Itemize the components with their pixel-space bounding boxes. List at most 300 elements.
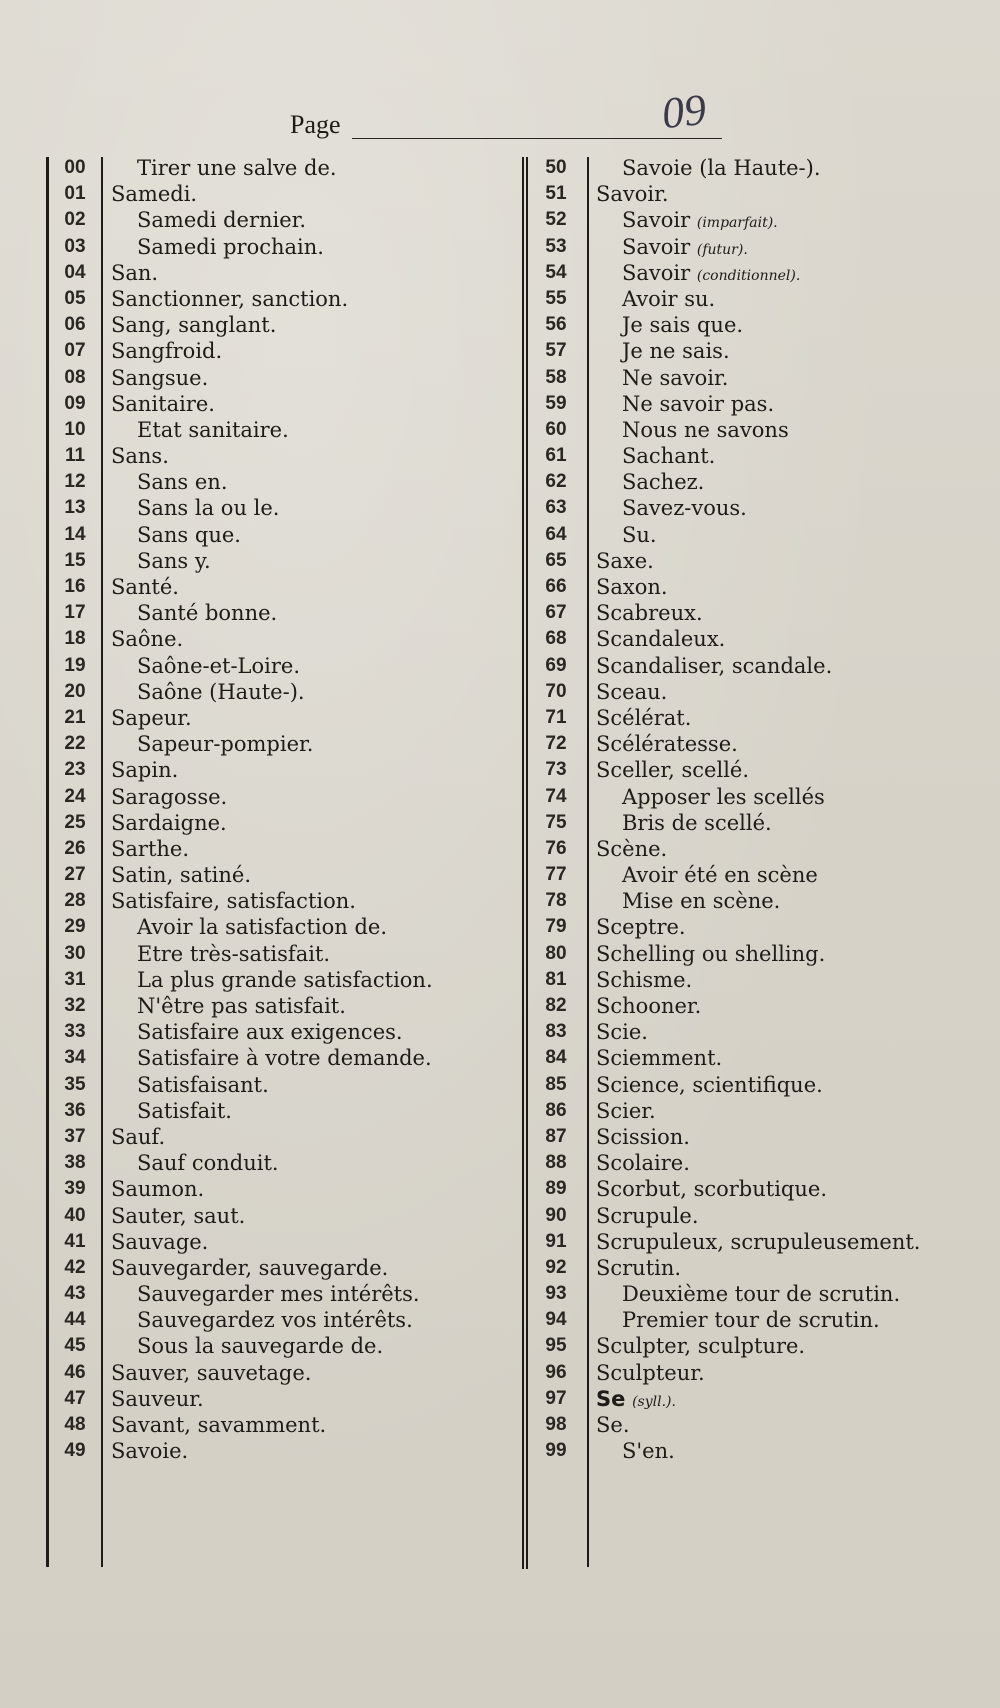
code-number: 33 xyxy=(64,1021,86,1043)
right-column xyxy=(510,155,980,1464)
code-word xyxy=(111,574,179,600)
code-word-text: Tirer une salve de. xyxy=(137,156,337,180)
code-entry xyxy=(510,836,980,862)
code-word xyxy=(111,234,324,260)
code-entry xyxy=(46,234,516,260)
code-entry xyxy=(46,888,516,914)
code-entry xyxy=(510,365,980,391)
code-entry xyxy=(46,941,516,967)
code-number: 68 xyxy=(545,628,567,650)
code-entry xyxy=(46,155,516,181)
code-word xyxy=(111,679,305,705)
code-word-text: Scabreux. xyxy=(596,601,703,626)
code-number: 35 xyxy=(64,1073,86,1095)
code-word-text: Samedi prochain. xyxy=(137,234,324,259)
code-word xyxy=(111,1124,165,1150)
code-number: 98 xyxy=(545,1414,567,1435)
code-word xyxy=(111,914,387,940)
code-word xyxy=(596,600,703,626)
code-number: 97 xyxy=(545,1387,567,1409)
code-number: 14 xyxy=(64,523,86,545)
code-number: 39 xyxy=(64,1178,86,1200)
code-entry xyxy=(510,679,980,705)
code-number: 13 xyxy=(64,497,86,519)
code-entry xyxy=(46,1229,516,1255)
code-word-text: Savez-vous. xyxy=(622,496,747,521)
code-entry xyxy=(510,443,980,469)
code-word-text: Sauvegarder, sauvegarde. xyxy=(111,1255,389,1280)
code-word xyxy=(596,443,715,469)
grammar-note: (conditionnel). xyxy=(696,267,801,284)
code-entry xyxy=(46,914,516,940)
code-word xyxy=(111,626,183,652)
code-word xyxy=(596,757,749,783)
page-label: Page xyxy=(290,110,341,139)
code-word-text: Sapeur. xyxy=(111,705,192,730)
code-word-text: Avoir été en scène xyxy=(622,863,818,888)
code-word xyxy=(596,1045,722,1071)
code-entry xyxy=(510,155,980,181)
code-number: 99 xyxy=(545,1440,567,1462)
code-number: 57 xyxy=(545,340,567,362)
code-entry xyxy=(46,757,516,783)
code-number: 93 xyxy=(545,1283,567,1305)
code-word-text: Su. xyxy=(622,522,657,547)
code-word xyxy=(596,469,704,495)
code-entry xyxy=(510,286,980,312)
code-entry xyxy=(46,967,516,993)
code-number: 43 xyxy=(64,1283,86,1305)
code-word-text: Savoir xyxy=(622,208,691,233)
code-word-text: Sauver, sauvetage. xyxy=(111,1360,312,1385)
code-entry xyxy=(46,1150,516,1176)
code-number: 10 xyxy=(64,418,86,440)
code-number: 82 xyxy=(545,995,567,1016)
code-word-text: Se. xyxy=(596,1413,630,1437)
left-column xyxy=(46,155,516,1464)
code-word xyxy=(111,1176,204,1202)
code-number: 54 xyxy=(545,261,567,283)
code-word-text: Sceptre. xyxy=(596,915,686,940)
code-word xyxy=(111,1203,245,1229)
code-entry xyxy=(510,705,980,731)
code-entry xyxy=(510,574,980,600)
code-word-text: Savoie (la Haute-). xyxy=(622,156,821,180)
code-number: 59 xyxy=(545,392,567,414)
code-number: 46 xyxy=(64,1361,86,1383)
code-number: 80 xyxy=(545,942,567,964)
code-word xyxy=(596,1229,920,1255)
code-number: 65 xyxy=(545,549,567,571)
code-entry xyxy=(46,862,516,888)
code-number: 87 xyxy=(545,1125,567,1147)
code-number: 56 xyxy=(545,314,567,336)
code-entry xyxy=(46,1333,516,1359)
code-word xyxy=(111,1045,432,1071)
code-entry xyxy=(46,1386,516,1412)
code-entry xyxy=(46,836,516,862)
code-entry xyxy=(46,574,516,600)
code-entry xyxy=(510,495,980,521)
code-word-text: Saumon. xyxy=(111,1177,205,1202)
code-entry xyxy=(510,1281,980,1307)
code-entry xyxy=(46,286,516,312)
code-word-text: Schooner. xyxy=(596,994,702,1018)
code-word-text: Sculpteur. xyxy=(596,1360,705,1385)
code-word xyxy=(111,757,178,783)
code-entry xyxy=(510,548,980,574)
code-number: 36 xyxy=(64,1099,86,1121)
code-word xyxy=(596,1072,823,1098)
code-entry xyxy=(510,1019,980,1045)
code-word xyxy=(111,810,227,836)
code-word xyxy=(596,417,789,443)
code-entry xyxy=(46,1255,516,1281)
code-entry xyxy=(46,1019,516,1045)
code-word xyxy=(111,155,337,181)
code-word xyxy=(111,967,433,993)
code-word xyxy=(596,391,774,417)
code-word xyxy=(111,417,289,443)
code-number: 51 xyxy=(545,183,567,205)
code-entry xyxy=(46,1360,516,1386)
code-word xyxy=(111,207,306,233)
code-number: 01 xyxy=(64,183,86,205)
code-word-text: Scrupuleux, scrupuleusement. xyxy=(596,1229,921,1254)
code-word xyxy=(111,391,215,417)
code-entry xyxy=(46,626,516,652)
code-word-text: Samedi dernier. xyxy=(137,208,307,233)
code-word-text: Saxe. xyxy=(596,548,654,573)
code-entry xyxy=(510,260,980,286)
code-number: 71 xyxy=(545,706,567,728)
code-entry xyxy=(46,181,516,207)
code-word xyxy=(596,1255,681,1281)
code-word-text: Premier tour de scrutin. xyxy=(622,1308,880,1333)
code-number: 31 xyxy=(64,968,86,990)
code-entry xyxy=(46,365,516,391)
code-entry xyxy=(46,705,516,731)
code-entry xyxy=(510,1150,980,1176)
code-entry xyxy=(510,1360,980,1386)
code-word xyxy=(111,1150,279,1176)
code-number: 96 xyxy=(545,1361,567,1383)
code-entry xyxy=(46,338,516,364)
code-number: 83 xyxy=(545,1021,567,1043)
handwritten-page-number: 09 xyxy=(659,84,709,139)
code-number: 91 xyxy=(545,1230,567,1252)
code-word-text: Sapeur-pompier. xyxy=(137,732,314,757)
code-word-text: Satisfait. xyxy=(137,1098,232,1123)
code-word xyxy=(111,993,346,1019)
code-word xyxy=(111,338,222,364)
code-word-text: Scolaire. xyxy=(596,1151,690,1176)
code-word-text: Mise en scène. xyxy=(622,889,781,914)
code-entry xyxy=(510,181,980,207)
code-word xyxy=(596,862,818,888)
code-word xyxy=(596,914,686,940)
code-word xyxy=(111,548,211,574)
code-word xyxy=(596,207,778,236)
code-number: 78 xyxy=(545,890,567,912)
code-word xyxy=(596,1360,705,1386)
code-word-text: Saxon. xyxy=(596,575,668,599)
code-word-text: Sachant. xyxy=(622,444,716,469)
code-number: 24 xyxy=(64,785,86,807)
code-number: 08 xyxy=(64,366,86,388)
code-word xyxy=(111,600,277,626)
code-word-text: Santé bonne. xyxy=(137,601,278,626)
code-entry xyxy=(510,1386,980,1412)
code-word xyxy=(596,338,730,364)
code-word-text: Satisfaisant. xyxy=(137,1072,269,1097)
code-entry xyxy=(510,1412,980,1438)
code-word xyxy=(596,967,692,993)
code-word xyxy=(111,522,241,548)
code-entry xyxy=(510,417,980,443)
code-word xyxy=(596,888,780,914)
code-word-text: Sauvegarder mes intérêts. xyxy=(137,1282,420,1307)
code-word-text: Je sais que. xyxy=(622,313,744,338)
code-word-text: N'être pas satisfait. xyxy=(137,994,346,1018)
code-word-text: Schelling ou shelling. xyxy=(596,941,826,966)
code-word xyxy=(596,495,747,521)
code-number: 05 xyxy=(64,287,86,309)
code-word-text: Apposer les scellés xyxy=(622,784,825,809)
code-word xyxy=(111,731,313,757)
code-number: 86 xyxy=(545,1099,567,1121)
code-entry xyxy=(46,1307,516,1333)
code-entry xyxy=(510,1203,980,1229)
code-number: 32 xyxy=(64,995,86,1016)
code-word xyxy=(111,836,189,862)
code-word-text: Sauveur. xyxy=(111,1386,204,1411)
code-number: 60 xyxy=(545,418,567,440)
code-entry xyxy=(46,1438,516,1464)
code-number: 58 xyxy=(545,366,567,388)
code-entry xyxy=(510,1124,980,1150)
code-word xyxy=(111,443,169,469)
code-number: 06 xyxy=(64,314,86,336)
code-word-text: Je ne sais. xyxy=(622,339,730,364)
code-word xyxy=(596,1150,690,1176)
grammar-note: (futur). xyxy=(696,241,748,258)
code-number: 63 xyxy=(545,497,567,519)
code-word xyxy=(111,312,276,338)
code-number: 25 xyxy=(64,811,86,833)
code-entry xyxy=(46,391,516,417)
code-word xyxy=(111,1333,383,1359)
code-entry xyxy=(46,469,516,495)
code-word-text: Sangsue. xyxy=(111,365,209,390)
code-entry xyxy=(46,653,516,679)
code-word-text: Bris de scellé. xyxy=(622,810,772,835)
code-entry xyxy=(510,810,980,836)
code-entry xyxy=(46,312,516,338)
code-word xyxy=(111,705,192,731)
code-number: 12 xyxy=(64,471,86,493)
code-number: 52 xyxy=(545,209,567,231)
code-number: 66 xyxy=(545,576,567,597)
code-word-text: Satin, satiné. xyxy=(111,863,252,888)
code-word-text: Scélératesse. xyxy=(596,732,738,757)
code-word xyxy=(596,1098,656,1124)
code-word xyxy=(596,312,743,338)
code-word xyxy=(596,1203,699,1229)
code-word xyxy=(596,1176,827,1202)
code-word-text: Avoir su. xyxy=(622,286,716,311)
code-word-text: Sans la ou le. xyxy=(137,496,280,521)
code-word-text: Scélérat. xyxy=(596,705,692,730)
code-number: 44 xyxy=(64,1309,86,1331)
code-word xyxy=(596,836,667,862)
code-word-text: Sachez. xyxy=(622,470,705,495)
code-word xyxy=(111,1255,388,1281)
code-entry xyxy=(510,312,980,338)
code-number: 19 xyxy=(64,654,86,676)
code-word xyxy=(111,1438,188,1464)
code-word-text: Ne savoir. xyxy=(622,365,729,390)
code-word xyxy=(596,626,725,652)
code-number: 48 xyxy=(64,1414,86,1435)
code-word xyxy=(596,234,748,263)
code-number: 47 xyxy=(64,1387,86,1409)
code-entry xyxy=(510,757,980,783)
code-number: 73 xyxy=(545,759,567,781)
code-number: 89 xyxy=(545,1178,567,1200)
code-word-text: Sauf conduit. xyxy=(137,1151,279,1176)
code-number: 41 xyxy=(64,1230,86,1252)
code-number: 77 xyxy=(545,864,567,886)
code-entry xyxy=(510,1072,980,1098)
code-number: 30 xyxy=(64,942,86,964)
code-word xyxy=(596,365,728,391)
code-word-text: Avoir la satisfaction de. xyxy=(137,915,387,940)
code-entry xyxy=(510,207,980,233)
code-entry xyxy=(46,1045,516,1071)
code-word-text: Etre très-satisfait. xyxy=(137,941,331,966)
code-number: 49 xyxy=(64,1440,86,1462)
code-word xyxy=(596,1281,900,1307)
code-word xyxy=(596,260,800,289)
code-word-text: Savoir xyxy=(622,234,691,259)
code-number: 21 xyxy=(64,706,86,728)
code-word xyxy=(596,155,821,181)
code-word-text: Sangfroid. xyxy=(111,339,223,364)
code-number: 27 xyxy=(64,864,86,886)
code-number: 53 xyxy=(545,235,567,257)
grammar-note: (imparfait). xyxy=(696,215,778,232)
code-entry xyxy=(510,1176,980,1202)
code-word xyxy=(111,941,330,967)
code-word-text: Saône (Haute-). xyxy=(137,679,305,704)
code-entry xyxy=(46,784,516,810)
code-number: 81 xyxy=(545,968,567,990)
code-word-text: Santé. xyxy=(111,575,179,599)
code-entry xyxy=(510,784,980,810)
code-word xyxy=(111,286,348,312)
code-entry xyxy=(510,967,980,993)
code-entry xyxy=(510,1333,980,1359)
code-word-text: S'en. xyxy=(622,1439,675,1464)
code-number: 92 xyxy=(545,1256,567,1278)
code-word-text: Sculpter, sculpture. xyxy=(596,1334,806,1359)
code-number: 76 xyxy=(545,837,567,859)
code-word xyxy=(596,1438,675,1464)
grammar-note: (syll.). xyxy=(632,1393,676,1410)
code-number: 72 xyxy=(545,733,567,755)
code-number: 45 xyxy=(64,1335,86,1357)
code-entry xyxy=(46,600,516,626)
code-number: 61 xyxy=(545,445,567,467)
code-entry xyxy=(510,1045,980,1071)
code-number: 23 xyxy=(64,759,86,781)
code-word-text: Sauter, saut. xyxy=(111,1203,246,1228)
code-entry xyxy=(510,1307,980,1333)
code-word xyxy=(111,365,208,391)
code-word-text: Scandaliser, scandale. xyxy=(596,653,833,678)
code-word xyxy=(596,548,654,574)
code-word-text: Saône. xyxy=(111,627,184,652)
code-number: 79 xyxy=(545,916,567,938)
code-word-text: Satisfaire, satisfaction. xyxy=(111,889,356,914)
code-word-text: Sapin. xyxy=(111,758,179,783)
code-word xyxy=(111,653,300,679)
code-word xyxy=(596,1124,690,1150)
code-word-text: Sans y. xyxy=(137,548,211,573)
code-number: 34 xyxy=(64,1047,86,1069)
code-number: 26 xyxy=(64,837,86,859)
code-word-text: Savoir xyxy=(622,260,691,285)
code-word-text: Sceller, scellé. xyxy=(596,758,750,783)
code-word-text: Scandaleux. xyxy=(596,627,726,652)
code-word xyxy=(111,1098,232,1124)
code-word-text: Savant, savamment. xyxy=(111,1413,327,1437)
code-word-text: Scie. xyxy=(596,1020,648,1045)
code-entry xyxy=(510,993,980,1019)
code-word-text: Sceau. xyxy=(596,679,668,704)
code-word-text: Sanctionner, sanction. xyxy=(111,286,349,311)
code-word xyxy=(596,1333,805,1359)
code-word-text: Scène. xyxy=(596,836,668,861)
code-number: 64 xyxy=(545,523,567,545)
code-entry xyxy=(510,731,980,757)
code-number: 03 xyxy=(64,235,86,257)
code-number: 38 xyxy=(64,1152,86,1174)
code-number: 11 xyxy=(64,445,86,467)
code-word xyxy=(111,260,158,286)
code-number: 90 xyxy=(545,1204,567,1226)
code-word xyxy=(596,1307,880,1333)
code-word-text: Schisme. xyxy=(596,967,693,992)
code-word xyxy=(596,1019,648,1045)
code-entry xyxy=(46,495,516,521)
code-word-text: San. xyxy=(111,260,159,285)
code-entry xyxy=(510,469,980,495)
code-word-text: Sanitaire. xyxy=(111,391,215,416)
code-word-text: Sauvegardez vos intérêts. xyxy=(137,1308,413,1333)
code-word-text: Sans en. xyxy=(137,470,228,495)
code-entry xyxy=(510,862,980,888)
code-entry xyxy=(46,522,516,548)
code-entry xyxy=(510,1098,980,1124)
code-number: 17 xyxy=(64,602,86,624)
code-word xyxy=(111,181,197,207)
code-word-text: Satisfaire aux exigences. xyxy=(137,1020,403,1045)
code-word xyxy=(596,810,772,836)
code-word xyxy=(111,1360,311,1386)
code-entry xyxy=(510,391,980,417)
